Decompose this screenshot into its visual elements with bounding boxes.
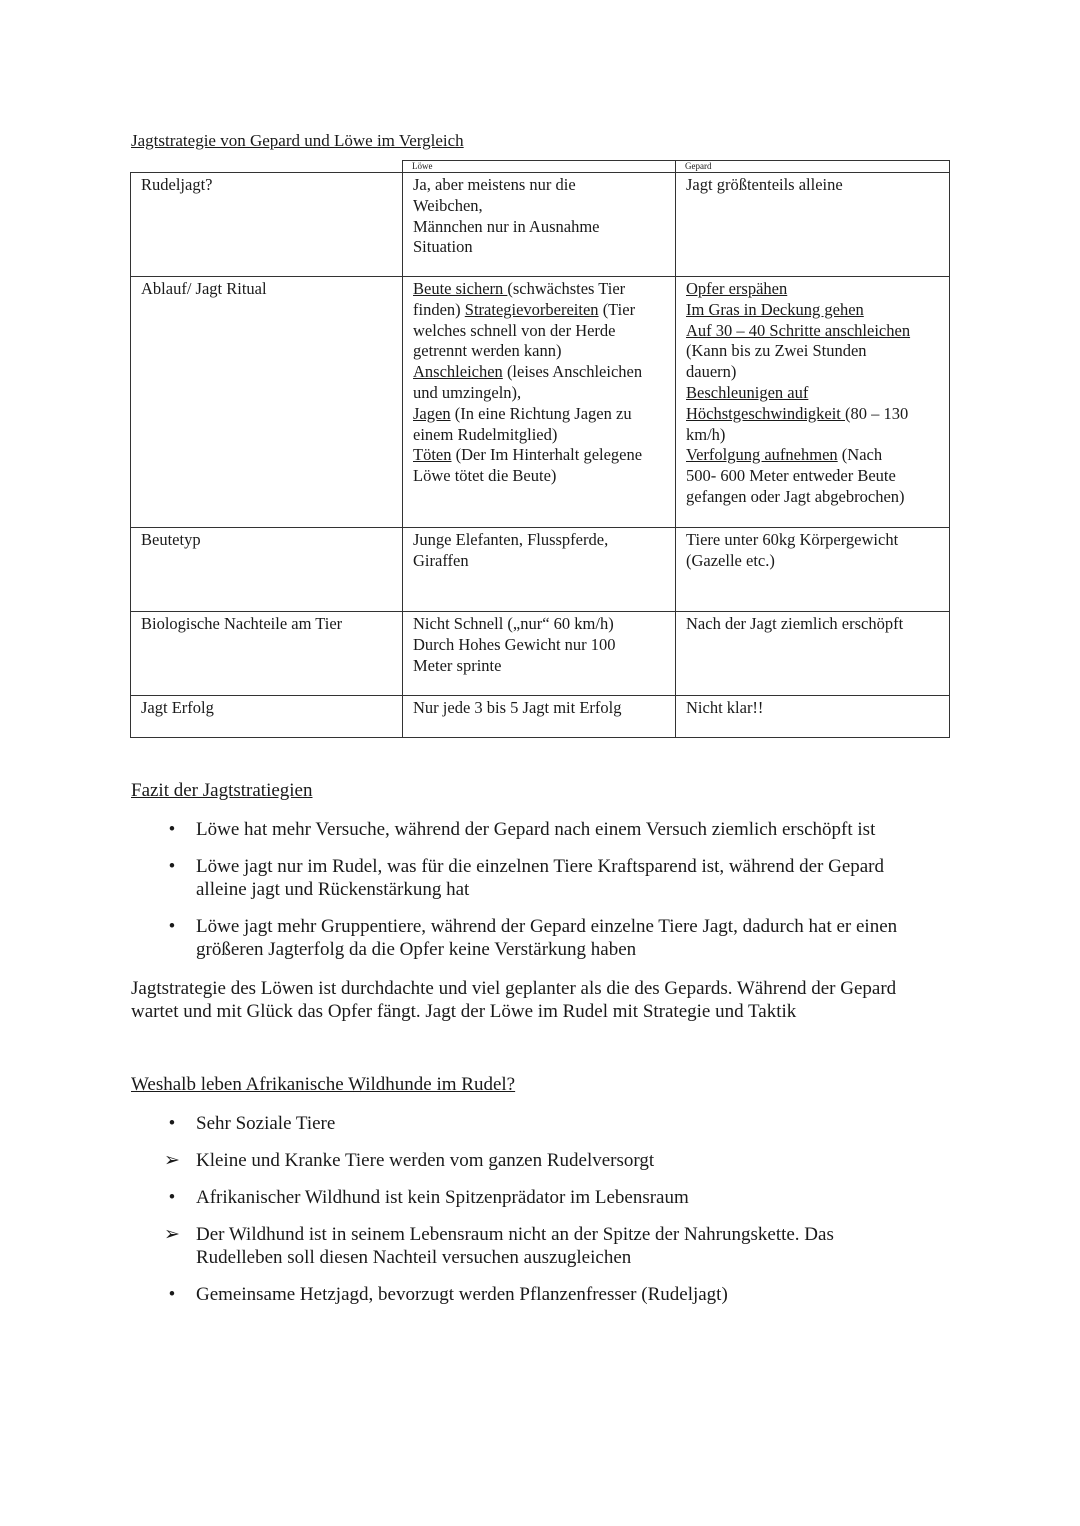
list-item-text: Kleine und Kranke Tiere werden vom ganzen Rudelversorgt [196, 1150, 655, 1171]
cell-line: Beute sichern (schwächstes Tier [413, 279, 626, 298]
cell-line: und umzingeln), [413, 382, 522, 402]
gepard-cell [676, 612, 950, 696]
cell-line: welches schnell von der Herde [413, 320, 616, 340]
cell-line: Nach der Jagt ziemlich erschöpft [686, 614, 904, 633]
cell-line: Töten (Der Im Hinterhalt gelegene [413, 445, 643, 465]
cell-line: Ja, aber meistens nur die [413, 175, 576, 194]
table-title: Jagtstrategie von Gepard und Löwe im Vergleich [131, 131, 464, 150]
loewe-cell [403, 696, 676, 738]
bullet-icon: • [168, 856, 176, 877]
header-cell-empty [131, 161, 403, 173]
list-item [131, 1283, 951, 1306]
cell-line: km/h) [686, 424, 726, 444]
cell-line: Meter sprinte [413, 655, 502, 675]
bullet-icon: • [168, 1284, 176, 1305]
cell-line: Auf 30 – 40 Schritte anschleichen [686, 320, 911, 340]
cell-line: Weibchen, [413, 195, 483, 215]
cell-line: Junge Elefanten, Flusspferde, [413, 530, 609, 549]
cell-line: Durch Hohes Gewicht nur 100 [413, 634, 616, 654]
row-label: Rudeljagt? [131, 173, 403, 277]
cell-line: Opfer erspähen [686, 279, 788, 298]
row-label: Beutetyp [131, 528, 403, 612]
table-row [131, 612, 950, 696]
cell-line: getrennt werden kann) [413, 341, 562, 361]
paragraph-line: wartet und mit Glück das Opfer fängt. Jagt der Löwe im Rudel mit Strategie und Taktik [131, 1001, 797, 1022]
cell-line: (Kann bis zu Zwei Stunden [686, 341, 867, 361]
comparison-table [130, 160, 950, 738]
gepard-cell [676, 528, 950, 612]
loewe-cell [403, 612, 676, 696]
cell-line: Männchen nur in Ausnahme [413, 216, 600, 236]
cell-line: 500- 600 Meter entweder Beute [686, 466, 896, 486]
cell-line: Nicht Schnell („nur“ 60 km/h) [413, 614, 614, 633]
cell-line: Verfolgung aufnehmen (Nach [686, 445, 883, 465]
cell-line: Tiere unter 60kg Körpergewicht [686, 530, 899, 549]
table-header-row [131, 161, 950, 173]
list-item-text: Rudelleben soll diesen Nachteil versuchen auszugleichen [196, 1247, 632, 1268]
arrow-bullet-icon: ➢ [164, 1224, 180, 1245]
wildhunde-heading: Weshalb leben Afrikanische Wildhunde im Rudel? [131, 1074, 516, 1095]
cell-line: Nicht klar!! [686, 698, 764, 717]
bullet-icon: • [168, 1187, 176, 1208]
cell-line: Beschleunigen auf [686, 382, 809, 402]
table-row [131, 528, 950, 612]
list-item [131, 1223, 951, 1269]
gepard-cell [676, 173, 950, 277]
list-item [131, 1112, 951, 1135]
fazit-heading: Fazit der Jagtstratiegien [131, 780, 313, 801]
row-label: Ablauf/ Jagt Ritual [131, 277, 403, 528]
cell-line: Höchstgeschwindigkeit (80 – 130 [686, 403, 909, 423]
cell-line: Im Gras in Deckung gehen [686, 299, 864, 319]
row-label: Biologische Nachteile am Tier [131, 612, 403, 696]
list-item-text: Löwe jagt mehr Gruppentiere, während der Gepard einzelne Tiere Jagt, dadurch hat er einen [196, 916, 898, 937]
cell-line: Jagen (In eine Richtung Jagen zu [413, 403, 632, 423]
paragraph-line: Jagtstrategie des Löwen ist durchdachte und viel geplanter als die des Gepards. Während der Gepard [131, 978, 897, 999]
bullet-icon: • [168, 1113, 176, 1134]
table-row [131, 696, 950, 738]
cell-line: dauern) [686, 362, 737, 382]
list-item-text: alleine jagt und Rückenstärkung hat [196, 879, 470, 900]
cell-line: Jagt größtenteils alleine [686, 175, 843, 194]
cell-line: Löwe tötet die Beute) [413, 466, 557, 486]
gepard-cell [676, 277, 950, 528]
cell-line: Giraffen [413, 550, 469, 570]
list-item-text: Afrikanischer Wildhund ist kein Spitzenprädator im Lebensraum [196, 1187, 689, 1208]
bullet-icon: • [168, 916, 176, 937]
loewe-cell [403, 528, 676, 612]
header-cell-loewe: Löwe [403, 161, 676, 173]
gepard-cell [676, 696, 950, 738]
header-cell-gepard: Gepard [676, 161, 950, 173]
cell-line: gefangen oder Jagt abgebrochen) [686, 486, 905, 506]
arrow-bullet-icon: ➢ [164, 1150, 180, 1171]
loewe-cell [403, 173, 676, 277]
cell-line: einem Rudelmitglied) [413, 424, 558, 444]
list-item [131, 1149, 951, 1172]
table-row [131, 173, 950, 277]
list-item [131, 818, 951, 841]
wildhunde-list [131, 1112, 951, 1320]
bullet-icon: • [168, 819, 176, 840]
list-item-text: Sehr Soziale Tiere [196, 1113, 336, 1134]
cell-line: Nur jede 3 bis 5 Jagt mit Erfolg [413, 698, 622, 717]
list-item-text: Der Wildhund ist in seinem Lebensraum nicht an der Spitze der Nahrungskette. Das [196, 1224, 834, 1245]
cell-line: (Gazelle etc.) [686, 550, 775, 570]
fazit-bullet-list [131, 818, 951, 975]
cell-line: finden) Strategievorbereiten (Tier [413, 299, 636, 319]
loewe-cell [403, 277, 676, 528]
list-item [131, 915, 951, 961]
cell-line: Situation [413, 237, 473, 257]
list-item-text: Löwe hat mehr Versuche, während der Gepard nach einem Versuch ziemlich erschöpft ist [196, 819, 876, 840]
row-label: Jagt Erfolg [131, 696, 403, 738]
list-item-text: größeren Jagterfolg da die Opfer keine Verstärkung haben [196, 939, 637, 960]
list-item [131, 855, 951, 901]
list-item [131, 1186, 951, 1209]
fazit-paragraph [131, 977, 951, 1023]
list-item-text: Gemeinsame Hetzjagd, bevorzugt werden Pflanzenfresser (Rudeljagt) [196, 1284, 728, 1305]
list-item-text: Löwe jagt nur im Rudel, was für die einzelnen Tiere Kraftsparend ist, während der Gepard [196, 856, 885, 877]
table-row [131, 277, 950, 528]
cell-line: Anschleichen (leises Anschleichen [413, 362, 643, 382]
